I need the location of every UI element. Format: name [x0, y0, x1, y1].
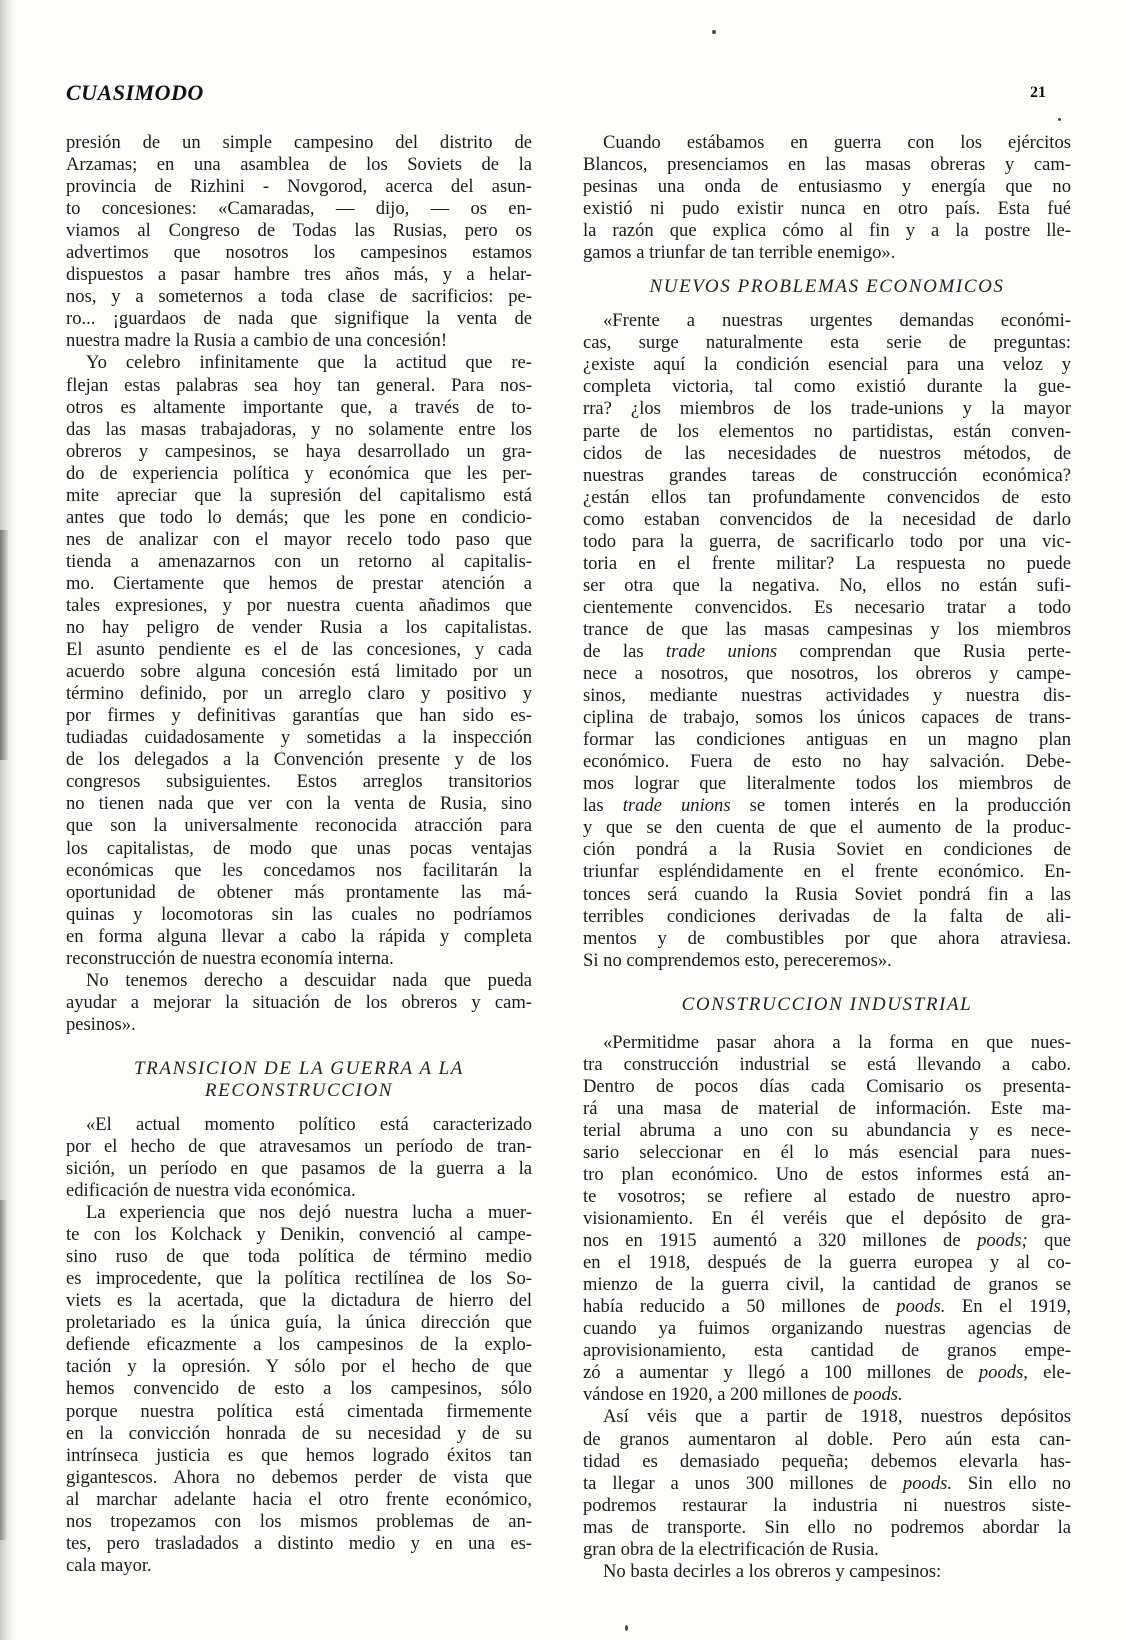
text-line: podremos restaurar la industria ni nuestros siste- — [583, 1494, 1071, 1516]
text-line: tonces será cuando la Rusia Soviet pondrá fin a las — [583, 883, 1071, 905]
text-line: completa victoria, tal como existió durante la gue- — [583, 376, 1071, 398]
text-line: pesinas una onda de entusiasmo y energía que no — [583, 176, 1071, 198]
scan-edge-shadow — [0, 1200, 7, 1540]
text-line: ta llegar a unos 300 millones de poods. Sin ello no — [583, 1472, 1071, 1494]
text-line: quinas y locomotoras sin las cuales no podríamos — [66, 903, 532, 925]
text-line: los capitalistas, de modo que unas pocas ventajas — [66, 837, 532, 859]
paragraph — [583, 1032, 1071, 1407]
scan-speck — [712, 30, 716, 34]
section-heading: CONSTRUCCION INDUSTRIAL — [681, 993, 973, 1015]
text-line: nuestras grandes tareas de construcción económica? — [583, 464, 1071, 486]
paragraph — [66, 1114, 532, 1202]
text-line: Arzamas; en una asamblea de los Soviets de la — [66, 154, 532, 176]
text-line: es improcedente, que la política rectilínea de los So- — [66, 1268, 532, 1290]
text-line: «El actual momento político está caracterizado — [86, 1113, 532, 1135]
text-line: te vosotros; se refiere al estado de nuestro apro- — [583, 1186, 1071, 1208]
text-line: cientemente convencidos. Es necesario tratar a todo — [583, 596, 1071, 618]
text-line: ción pondrá a la Rusia Soviet en condiciones de — [583, 839, 1071, 861]
text-line: presión de un simple campesino del distrito de — [66, 132, 532, 153]
text-line: de granos aumentaron al doble. Pero aún esta can- — [583, 1428, 1071, 1450]
text-line: tro plan económico. Uno de estos informes está an- — [583, 1163, 1071, 1185]
paragraph — [583, 1406, 1071, 1560]
text-line: gamos a triunfar de tan terrible enemigo». — [583, 242, 896, 264]
text-line: intrínseca justicia es que hemos logrado éxitos tan — [66, 1444, 532, 1466]
text-line: sinos, mediante nuestras actividades y nuestra dis- — [583, 685, 1071, 707]
text-line: mienzo de la guerra civil, la cantidad de granos se — [583, 1274, 1071, 1296]
text-line: mos lograr que literalmente todos los miembros de — [583, 773, 1071, 795]
text-line: tienda a amenazarnos con un retorno al capitalis- — [66, 550, 532, 572]
text-line: «Permitidme pasar ahora a la forma en que nues- — [603, 1031, 1071, 1053]
text-line: mite apreciar que la supresión del capitalismo está — [66, 484, 532, 506]
text-line: flejan estas palabras sea hoy tan general. Para nos- — [66, 374, 532, 396]
text-line: otros es altamente importante que, a través de to- — [66, 396, 532, 418]
text-line: ciplina de trabajo, somos los únicos capaces de trans- — [583, 707, 1071, 729]
text-line: y que se den cuenta de que el aumento de la produc- — [583, 817, 1071, 839]
text-line: tudiadas cuidadosamente y sometidas a la inspección — [66, 727, 532, 749]
text-line: zó a aumentar y llegó a 100 millones de poods, ele- — [583, 1362, 1072, 1384]
text-line: nos tropezamos con los mismos problemas de an- — [66, 1510, 532, 1532]
text-line: gigantescos. Ahora no debemos perder de vista que — [66, 1466, 532, 1488]
text-line: tidad es demasiado pequeña; debemos elevarla has- — [583, 1450, 1071, 1472]
text-line: ¿existe aquí la condición esencial para una veloz y — [583, 354, 1071, 376]
text-line: dispuestos a pasar hambre tres años más, y a helar- — [66, 264, 532, 286]
text-line: nos, y a someternos a toda clase de sacrificios: pe- — [66, 286, 532, 308]
text-line: por firmes y definitivas garantías que han sido es- — [66, 705, 532, 727]
section-heading: NUEVOS PROBLEMAS ECONOMICOS — [649, 276, 1005, 298]
text-line: antes que todo lo demás; que les pone en condicio- — [66, 506, 532, 528]
text-line: defiende eficazmente a los campesinos de la explo- — [66, 1334, 532, 1356]
text-line: sario seleccionar en él lo más esencial para nues- — [583, 1141, 1071, 1163]
text-line: cuando ya fuimos organizando nuestras agencias de — [583, 1318, 1071, 1340]
text-line: triunfar espléndidamente en el frente económico. En- — [583, 861, 1071, 883]
text-line: sino ruso de que toda política de término medio — [66, 1246, 532, 1268]
text-line: rá una masa de material de información. Este ma- — [583, 1097, 1071, 1119]
text-line: obreros y campesinos, se haya desarrollado un gra- — [66, 440, 532, 462]
text-line: mas de transporte. Sin ello no podremos abordar la — [583, 1516, 1071, 1538]
text-line: proletariado es la única guía, la única dirección que — [66, 1312, 532, 1334]
text-line: en el 1918, después de la guerra europea y al co- — [583, 1252, 1071, 1274]
text-line: rra? ¿los miembros de los trade-unions y la mayor — [583, 398, 1071, 420]
scan-speck — [1058, 118, 1061, 121]
paragraph — [583, 310, 1071, 971]
paragraph — [66, 132, 532, 352]
text-line: advertimos que nosotros los campesinos estamos — [66, 242, 532, 264]
text-line: toria en el frente militar? La respuesta no puede — [583, 552, 1071, 574]
text-line: acuerdo sobre alguna concesión está limitado por un — [66, 661, 532, 683]
right-column — [583, 132, 1071, 1583]
text-line: porque nuestra política está cimentada firmemente — [66, 1400, 532, 1422]
text-line: No basta decirles a los obreros y campesinos: — [603, 1560, 942, 1582]
text-line: viets es la acertada, que la dictadura de hierro del — [66, 1290, 532, 1312]
paragraph — [583, 132, 1071, 264]
scan-edge-shadow — [0, 530, 8, 760]
text-line: ayudar a mejorar la situación de los obreros y cam- — [66, 991, 532, 1013]
text-line: Cuando estábamos en guerra con los ejércitos — [603, 132, 1071, 153]
text-line: económico. Fuera de esto no hay salvación. Debe- — [583, 751, 1071, 773]
text-line: en forma alguna llevar a cabo la rápida y completa — [66, 925, 532, 947]
text-line: hemos convencido de esto a los campesinos, sólo — [66, 1378, 532, 1400]
text-line: das las masas trabajadoras, y no solamente entre los — [66, 418, 532, 440]
text-line: te con los Kolchack y Denikin, convenció al campe- — [66, 1224, 532, 1246]
text-line: cas, surge naturalmente esta serie de preguntas: — [583, 332, 1071, 354]
text-line: mo. Ciertamente que hemos de prestar atención a — [66, 572, 532, 594]
text-line: viamos al Congreso de Todas las Rusias, pero os — [66, 220, 532, 242]
text-line: aprovisionamiento, esta cantidad de granos empe- — [583, 1340, 1071, 1362]
text-line: vándose en 1920, a 200 millones de poods. — [583, 1384, 903, 1406]
masthead-title: CUASIMODO — [66, 80, 204, 105]
text-line: parte de los elementos no partidistas, están conven- — [583, 420, 1071, 442]
text-line: visionamiento. En él veréis que el depósito de gra- — [583, 1208, 1071, 1230]
text-line: de las trade unions comprendan que Rusia perte- — [583, 640, 1071, 662]
text-line: tación y la opresión. Y sólo por el hecho de que — [66, 1356, 532, 1378]
text-line: nos en 1915 aumentó a 320 millones de poods; que — [583, 1230, 1072, 1252]
page-number: 21 — [1030, 84, 1046, 101]
paragraph — [66, 352, 532, 969]
text-line: ro... ¡guardaos de nada que signifique la venta de — [66, 308, 532, 330]
text-line: no hay peligro de vender Rusia a los capitalistas. — [66, 617, 532, 639]
paragraph — [66, 1202, 532, 1577]
left-column — [66, 132, 532, 1577]
text-line: nece a nosotros, que nosotros, los obreros y campe- — [583, 663, 1071, 685]
scan-speck — [625, 1625, 628, 1631]
text-line: congresos subsiguientes. Estos arreglos transitorios — [66, 771, 532, 793]
text-line: tra construcción industrial se está llevando a cabo. — [583, 1053, 1071, 1075]
paragraph — [66, 970, 532, 1036]
text-line: por el hecho de que atravesamos un período de tran- — [66, 1135, 532, 1157]
text-line: la razón que explica cómo al fin y a la postre lle- — [583, 220, 1071, 242]
text-line: nuestra madre la Rusia a cambio de una concesión! — [66, 330, 448, 352]
text-line: to concesiones: «Camaradas, — dijo, — os en- — [66, 198, 532, 220]
text-line: Dentro de pocos días cada Comisario os presenta- — [583, 1075, 1071, 1097]
text-line: como estaban convencidos de la necesidad de darlo — [583, 508, 1071, 530]
text-line: El asunto pendiente es el de las concesiones, y cada — [66, 639, 532, 661]
text-line: existió ni pudo existir nunca en otro país. Esta fué — [583, 198, 1071, 220]
text-line: terribles condiciones derivadas de la falta de ali- — [583, 905, 1071, 927]
text-line: terial abruma a uno con su abundancia y es nece- — [583, 1119, 1071, 1141]
text-line: cidos de las necesidades de nuestros métodos, de — [583, 442, 1071, 464]
text-line: reconstrucción de nuestra economía interna. — [66, 947, 394, 969]
text-line: de los delegados a la Convención presente y de los — [66, 749, 532, 771]
text-line: Blancos, presenciamos en las masas obreras y cam- — [583, 154, 1071, 176]
section-heading: TRANSICION DE LA GUERRA A LA — [134, 1057, 464, 1079]
text-line: al marchar adelante hacia el otro frente económico, — [66, 1488, 532, 1510]
text-line: «Frente a nuestras urgentes demandas económi- — [603, 310, 1071, 332]
text-line: las trade unions se tomen interés en la producción — [583, 795, 1071, 817]
text-line: provincia de Rizhini - Novgorod, acerca del asun- — [66, 176, 532, 198]
text-line: sición, un período en que pasamos de la guerra a la — [66, 1158, 532, 1180]
text-line: Yo celebro infinitamente que la actitud que re- — [86, 352, 532, 374]
text-line: tes, pero trasladados a distinto medio y en una es- — [66, 1532, 532, 1554]
text-line: No tenemos derecho a descuidar nada que pueda — [86, 969, 532, 991]
text-line: Si no comprendemos esto, pereceremos». — [583, 949, 892, 971]
text-line: trance de que las masas campesinas y los miembros — [583, 618, 1071, 640]
text-line: en la convicción honrada de su necesidad y de su — [66, 1422, 532, 1444]
text-line: todo para la guerra, de sacrificarlo todo por una vic- — [583, 530, 1071, 552]
text-line: ser otra que la negativa. No, ellos no están sufi- — [583, 574, 1071, 596]
text-line: gran obra de la electrificación de Rusia. — [583, 1538, 879, 1560]
text-line: que son la universalmente reconocida atracción para — [66, 815, 532, 837]
text-line: mentos y de combustibles por que ahora atraviesa. — [583, 927, 1071, 949]
text-line: nes de analizar con el mayor recelo todo paso que — [66, 528, 532, 550]
text-line: había reducido a 50 millones de poods. En el 1919, — [583, 1296, 1072, 1318]
text-line: edificación de nuestra vida económica. — [66, 1180, 356, 1202]
paragraph — [583, 1561, 1071, 1583]
text-line: oportunidad de obtener más prontamente las má- — [66, 881, 532, 903]
text-line: económicas que les concedamos nos facilitarán la — [66, 859, 532, 881]
text-line: formar las condiciones antiguas en un magno plan — [583, 729, 1071, 751]
text-line: no tienen nada que ver con la venta de Rusia, sino — [66, 793, 532, 815]
text-line: do de experiencia política y económica que les per- — [66, 462, 532, 484]
text-line: Así véis que a partir de 1918, nuestros depósitos — [603, 1406, 1071, 1428]
text-line: término definido, por un arreglo claro y positivo y — [66, 683, 532, 705]
text-line: ¿están ellos tan profundamente convencidos de esto — [583, 486, 1071, 508]
text-line: La experiencia que nos dejó nuestra lucha a muer- — [86, 1202, 532, 1224]
text-line: cala mayor. — [66, 1554, 152, 1576]
text-line: pesinos». — [66, 1013, 136, 1035]
section-heading: RECONSTRUCCION — [204, 1079, 394, 1101]
text-line: tales expresiones, y por nuestra cuenta añadimos que — [66, 594, 532, 616]
